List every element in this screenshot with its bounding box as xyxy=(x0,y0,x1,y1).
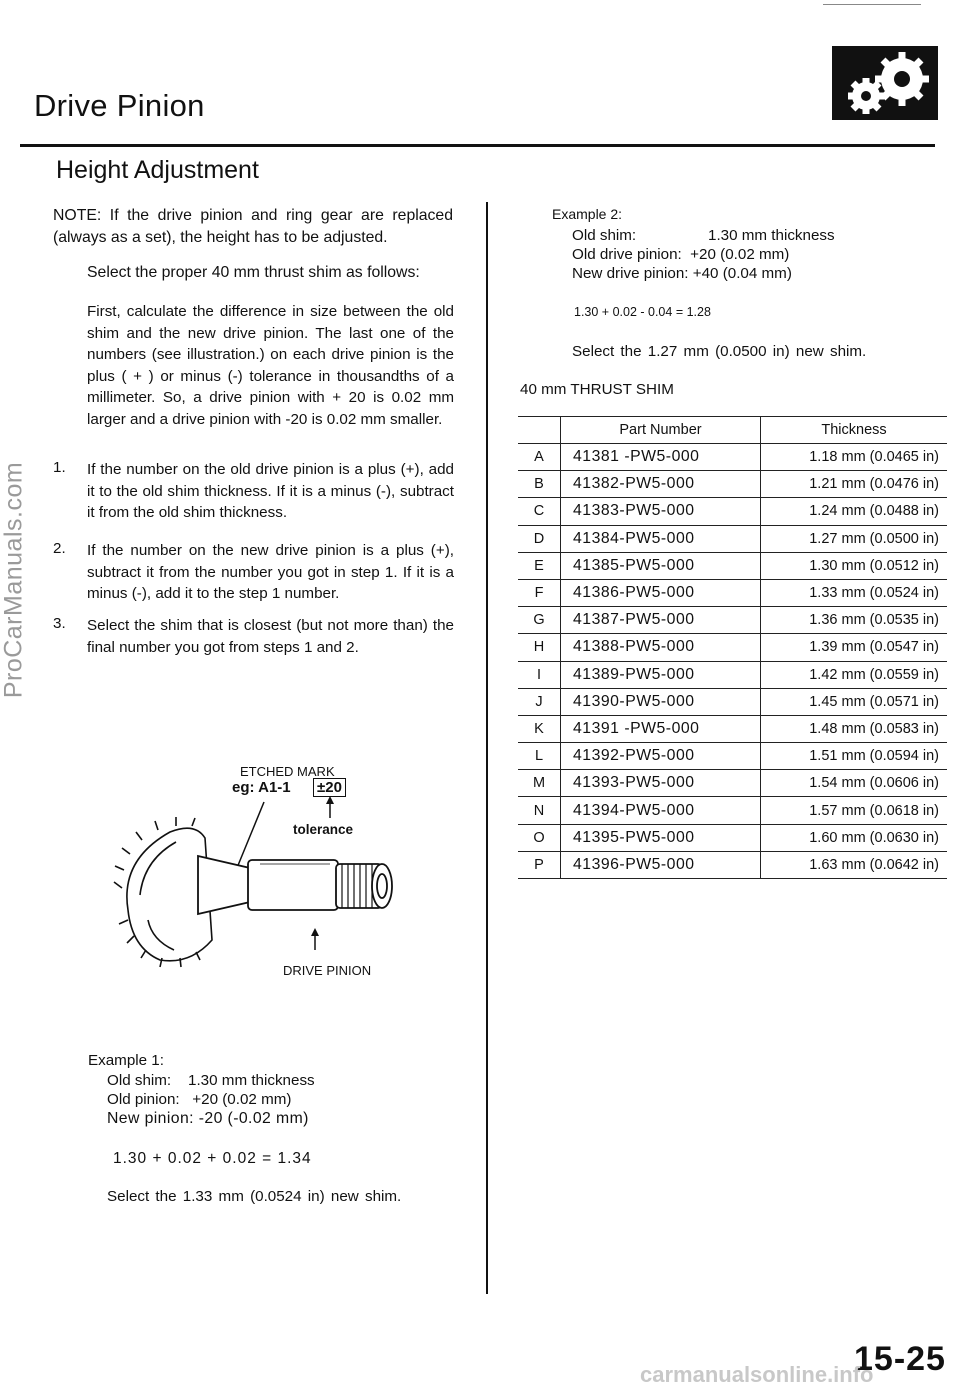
example-1-calculation: 1.30 + 0.02 + 0.02 = 1.34 xyxy=(113,1150,312,1167)
shim-thickness: 1.36 mm (0.0535 in) xyxy=(761,607,948,634)
shim-table-title: 40 mm THRUST SHIM xyxy=(520,381,674,398)
part-number-text: 41390-PW5-000 xyxy=(573,692,695,710)
shim-part-number xyxy=(561,797,761,824)
shim-thickness: 1.39 mm (0.0547 in) xyxy=(761,634,948,661)
part-number-header: Part Number xyxy=(561,417,761,444)
shim-letter: D xyxy=(518,525,561,552)
shim-thickness: 1.24 mm (0.0488 in) xyxy=(761,498,948,525)
example-2-heading: Example 2: xyxy=(552,206,623,222)
part-number-text: 41385-PW5-000 xyxy=(573,556,695,574)
shim-part-number xyxy=(561,770,761,797)
shim-thickness: 1.48 mm (0.0583 in) xyxy=(761,715,948,742)
section-subtitle: Height Adjustment xyxy=(56,156,259,184)
table-row xyxy=(518,552,947,579)
shim-letter: K xyxy=(518,715,561,742)
example-2-old-shim-label: Old shim: xyxy=(572,227,637,244)
shim-letter: N xyxy=(518,797,561,824)
part-number-text: 41393-PW5-000 xyxy=(573,774,695,792)
shim-part-number xyxy=(561,607,761,634)
shim-part-number xyxy=(561,525,761,552)
shim-thickness: 1.33 mm (0.0524 in) xyxy=(761,579,948,606)
part-number-text: 41388-PW5-000 xyxy=(573,638,695,656)
part-number-text: 41387-PW5-000 xyxy=(573,611,695,629)
shim-letter: G xyxy=(518,607,561,634)
shim-thickness: 1.30 mm (0.0512 in) xyxy=(761,552,948,579)
shim-letter: F xyxy=(518,579,561,606)
shim-letter: C xyxy=(518,498,561,525)
table-row xyxy=(518,851,947,878)
shim-letter: O xyxy=(518,824,561,851)
shim-thickness: 1.42 mm (0.0559 in) xyxy=(761,661,948,688)
shim-thickness: 1.18 mm (0.0465 in) xyxy=(761,444,948,471)
tolerance-box: ±20 xyxy=(313,778,346,797)
shim-part-number xyxy=(561,661,761,688)
page-number: 15-25 xyxy=(854,1340,946,1378)
example-1-result: Select the 1.33 mm (0.0524 in) new shim. xyxy=(107,1188,402,1205)
footer-watermark: carmanualsonline.info xyxy=(640,1362,874,1387)
shim-part-number xyxy=(561,498,761,525)
step-3-text: Select the shim that is closest (but not more than) the final number you got from steps 1 and 2. xyxy=(87,617,454,656)
shim-part-number xyxy=(561,444,761,471)
select-intro: Select the proper 40 mm thrust shim as follows: xyxy=(87,264,420,281)
step-1-text: If the number on the old drive pinion is a plus (+), add it to the old shim thickness. If it is a minus (-), subtract it from the old shim thickness. xyxy=(87,461,454,521)
step-2-number: 2. xyxy=(53,540,66,557)
table-row xyxy=(518,743,947,770)
thrust-shim-table xyxy=(518,416,947,879)
eg-label: eg: A1-1 xyxy=(232,779,291,796)
shim-thickness: 1.63 mm (0.0642 in) xyxy=(761,851,948,878)
example-1-new-pinion: New pinion: -20 (-0.02 mm) xyxy=(107,1110,309,1127)
shim-thickness: 1.27 mm (0.0500 in) xyxy=(761,525,948,552)
shim-part-number xyxy=(561,715,761,742)
explanation-paragraph: First, calculate the difference in size between the old shim and the new drive pinion. The last one of the numbers (see illustration.) on each drive pinion is the plus ( + ) or minus (-) tolerance in thousandths of a millimeter. So, a drive pinion with + 20 is 0.02 mm larger and a drive pinion with -20 is 0.02 mm smaller. xyxy=(87,303,454,428)
table-row xyxy=(518,688,947,715)
shim-part-number xyxy=(561,851,761,878)
thickness-header: Thickness xyxy=(761,417,948,444)
part-number-text: 41383-PW5-000 xyxy=(573,502,695,520)
column-divider xyxy=(486,202,488,1294)
table-header-row xyxy=(518,417,947,444)
header-rule xyxy=(20,144,935,147)
shim-letter: H xyxy=(518,634,561,661)
part-number-text: 41389-PW5-000 xyxy=(573,665,695,683)
drive-pinion-illustration xyxy=(100,790,400,985)
step-2-text: If the number on the new drive pinion is a plus (+), subtract it from the number you got in step 1. If it is a minus (-), add it to the step 1 number. xyxy=(87,542,454,602)
table-row xyxy=(518,634,947,661)
shim-thickness: 1.51 mm (0.0594 in) xyxy=(761,743,948,770)
table-row xyxy=(518,525,947,552)
shim-letter: I xyxy=(518,661,561,688)
shim-letter: E xyxy=(518,552,561,579)
shim-thickness: 1.21 mm (0.0476 in) xyxy=(761,471,948,498)
example-1-old-shim: Old shim: 1.30 mm thickness xyxy=(107,1072,315,1089)
part-number-text: 41395-PW5-000 xyxy=(573,828,695,846)
shim-part-number xyxy=(561,552,761,579)
note-paragraph: NOTE: If the drive pinion and ring gear are replaced (always as a set), the height has to be adjusted. xyxy=(53,207,453,246)
shim-letter: P xyxy=(518,851,561,878)
table-row xyxy=(518,498,947,525)
shim-thickness: 1.57 mm (0.0618 in) xyxy=(761,797,948,824)
gear-icon xyxy=(832,46,938,120)
table-row xyxy=(518,715,947,742)
shim-thickness: 1.54 mm (0.0606 in) xyxy=(761,770,948,797)
step-1-number: 1. xyxy=(53,459,66,476)
shim-letter: J xyxy=(518,688,561,715)
part-number-text: 41386-PW5-000 xyxy=(573,584,695,602)
example-2-new-pinion: New drive pinion: +40 (0.04 mm) xyxy=(572,265,792,282)
shim-thickness: 1.45 mm (0.0571 in) xyxy=(761,688,948,715)
drive-pinion-label: DRIVE PINION xyxy=(283,963,372,978)
part-number-text: 41381 -PW5-000 xyxy=(573,448,700,466)
shim-letter: L xyxy=(518,743,561,770)
page-title: Drive Pinion xyxy=(34,88,205,123)
part-number-text: 41384-PW5-000 xyxy=(573,529,695,547)
tolerance-label: tolerance xyxy=(293,822,354,837)
shim-part-number xyxy=(561,743,761,770)
part-number-text: 41394-PW5-000 xyxy=(573,801,695,819)
table-row xyxy=(518,444,947,471)
shim-part-number xyxy=(561,688,761,715)
table-row xyxy=(518,824,947,851)
shim-part-number xyxy=(561,634,761,661)
part-number-text: 41392-PW5-000 xyxy=(573,747,695,765)
table-row xyxy=(518,661,947,688)
shim-part-number xyxy=(561,579,761,606)
part-number-text: 41382-PW5-000 xyxy=(573,475,695,493)
example-1-old-pinion: Old pinion: +20 (0.02 mm) xyxy=(107,1091,292,1108)
table-row xyxy=(518,607,947,634)
table-row xyxy=(518,797,947,824)
table-row xyxy=(518,579,947,606)
shim-letter: M xyxy=(518,770,561,797)
example-2-old-pinion: Old drive pinion: +20 (0.02 mm) xyxy=(572,246,790,263)
shim-part-number xyxy=(561,471,761,498)
example-2-old-shim-value: 1.30 mm thickness xyxy=(708,227,835,244)
table-row xyxy=(518,471,947,498)
part-number-text: 41391 -PW5-000 xyxy=(573,719,700,737)
example-2-calculation: 1.30 + 0.02 - 0.04 = 1.28 xyxy=(574,305,711,319)
top-rule xyxy=(823,4,921,5)
letter-column-header xyxy=(518,417,561,444)
example-2-result: Select the 1.27 mm (0.0500 in) new shim. xyxy=(572,343,867,360)
step-3-number: 3. xyxy=(53,615,66,632)
shim-letter: A xyxy=(518,444,561,471)
table-row xyxy=(518,770,947,797)
etched-mark-label: ETCHED MARK xyxy=(240,764,335,779)
shim-part-number xyxy=(561,824,761,851)
shim-thickness: 1.60 mm (0.0630 in) xyxy=(761,824,948,851)
part-number-text: 41396-PW5-000 xyxy=(573,855,695,873)
example-1-heading: Example 1: xyxy=(88,1052,164,1069)
shim-letter: B xyxy=(518,471,561,498)
